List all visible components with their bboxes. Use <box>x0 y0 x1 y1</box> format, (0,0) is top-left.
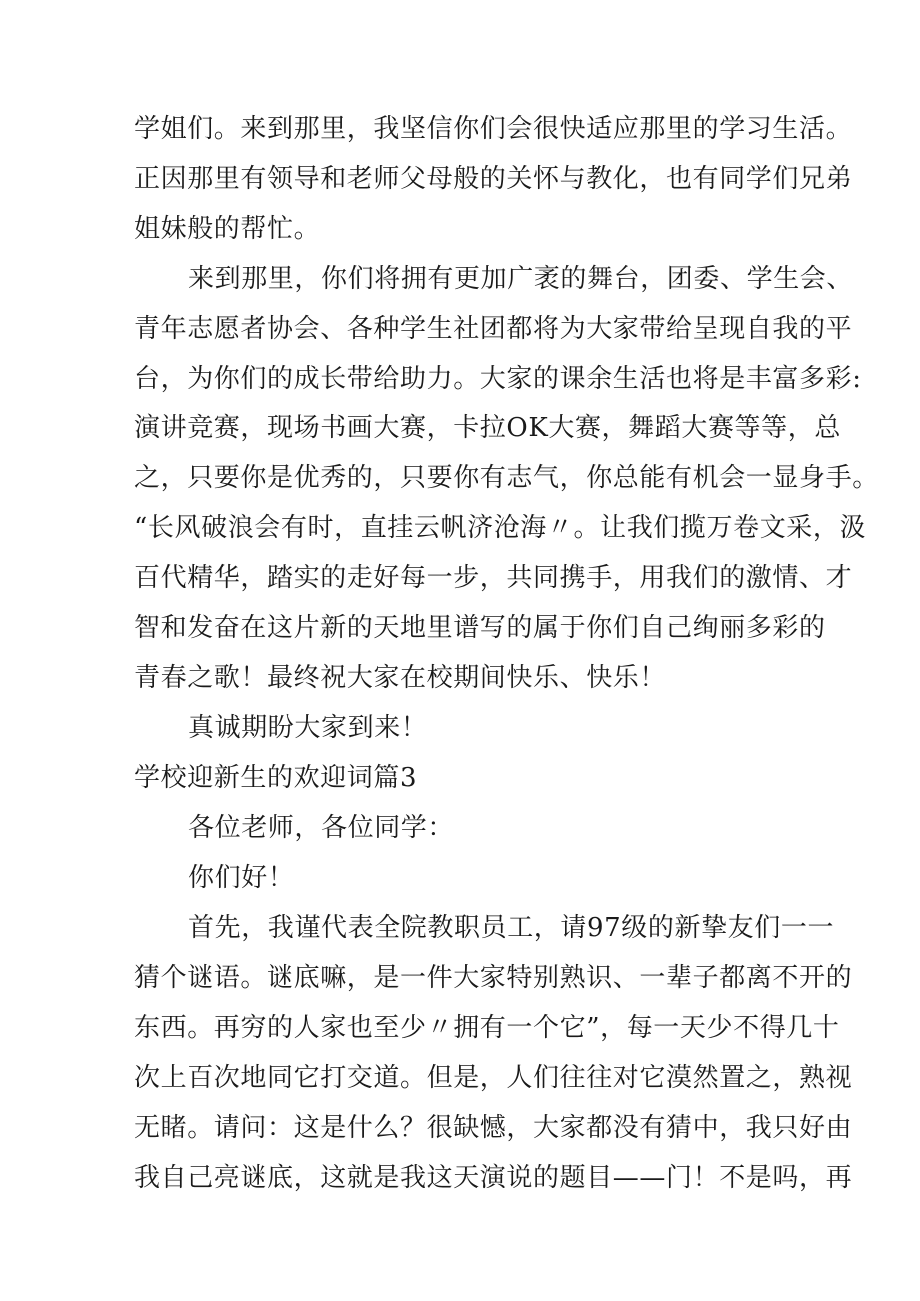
text-line: 智和发奋在这片新的天地里谱写的属于你们自己绚丽多彩的 <box>134 613 826 643</box>
salutation: 各位老师，各位同学： <box>188 813 455 843</box>
text-line: 姐妹般的帮忙。 <box>134 214 321 244</box>
text-line: 青春之歌！最终祝大家在校期间快乐、快乐！ <box>134 663 667 693</box>
text-line: 之，只要你是优秀的，只要你有志气，你总能有机会一显身手。 <box>134 463 879 493</box>
text-line: 百代精华，踏实的走好每一步，共同携手，用我们的激情、才 <box>134 563 853 593</box>
text-line: 学姐们。来到那里，我坚信你们会很快适应那里的学习生活。 <box>134 114 853 144</box>
text-line: 无睹。请问：这是什么？很缺憾，大家都没有猜中，我只好由 <box>134 1113 853 1143</box>
closing-line: 真诚期盼大家到来！ <box>188 713 428 743</box>
text-line: 东西。再穷的人家也至少〃拥有一个它”，每一天少不得几十 <box>134 1013 840 1043</box>
text-line: 演讲竞赛，现场书画大赛，卡拉OK大赛，舞蹈大赛等等，总 <box>134 413 841 443</box>
text-line: 来到那里，你们将拥有更加广袤的舞台，团委、学生会、 <box>188 264 854 294</box>
text-line: 猜个谜语。谜底嘛，是一件大家特别熟识、一辈子都离不开的 <box>134 963 853 993</box>
text-line: 首先，我谨代表全院教职员工，请97级的新挚友们一一 <box>188 913 835 943</box>
text-line: “长风破浪会有时，直挂云帆济沧海〃。让我们揽万卷文采，汲 <box>134 513 867 543</box>
section-heading: 学校迎新生的欢迎词篇3 <box>134 763 418 793</box>
text-line: 台，为你们的成长带给助力。大家的课余生活也将是丰富多彩: <box>134 364 862 394</box>
text-line: 正因那里有领导和老师父母般的关怀与教化，也有同学们兄弟 <box>134 164 853 194</box>
text-line: 我自己亮谜底，这就是我这天演说的题目——门！不是吗，再 <box>134 1163 853 1193</box>
greeting: 你们好！ <box>188 863 295 893</box>
text-line: 青年志愿者协会、各种学生社团都将为大家带给呈现自我的平 <box>134 314 853 344</box>
text-line: 次上百次地同它打交道。但是，人们往往对它漠然置之，熟视 <box>134 1063 853 1093</box>
